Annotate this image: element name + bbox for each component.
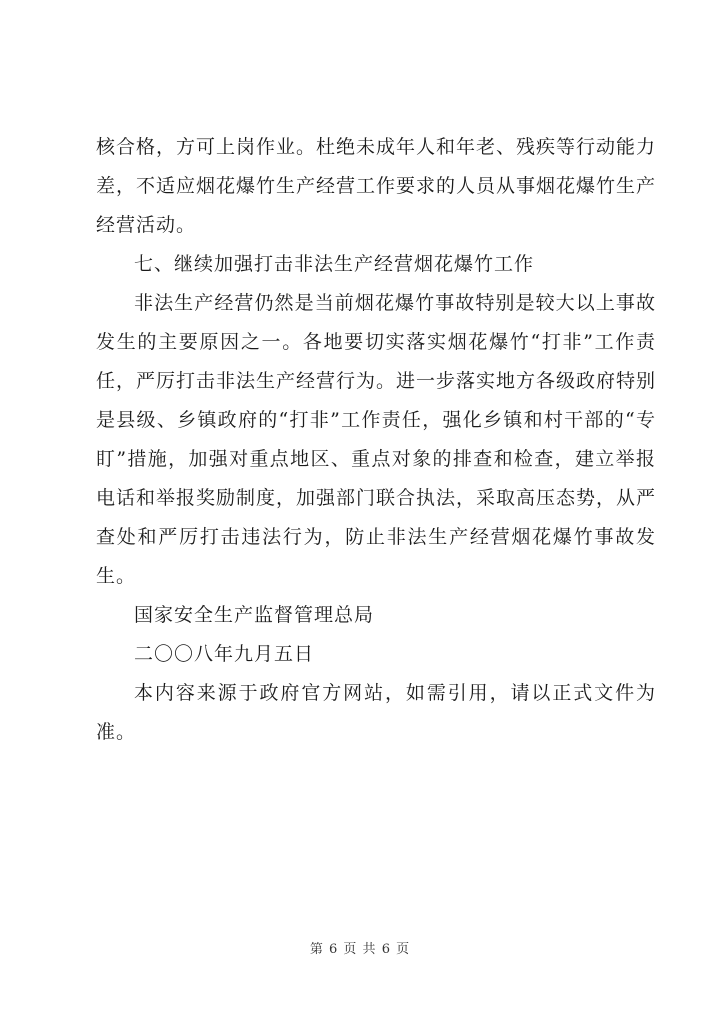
issuing-authority: 国家安全生产监督管理总局 bbox=[134, 604, 375, 626]
paragraph-illegal-production: 非法生产经营仍然是当前烟花爆竹事故特别是较大以上事故发生的主要原因之一。各地要切实落实烟花爆竹“打非”工作责任，严厉打击非法生产经营行为。进一步落实地方各级政府特别是县级、乡镇政府的“打非”工作责任，强化乡镇和村干部的“专盯”措施，加强对重点地区、重点对象的排查和检查，建立举报电话和举报奖励制度，加强部门联合执法，采取高压态势，从严查处和严厉打击违法行为，防止非法生产经营烟花爆竹事故发生。 bbox=[96, 292, 657, 587]
paragraph-continuation: 核合格，方可上岗作业。杜绝未成年人和年老、残疾等行动能力差，不适应烟花爆竹生产经营工作要求的人员从事烟花爆竹生产经营活动。 bbox=[96, 136, 657, 236]
page-number-footer: 第 6 页 共 6 页 bbox=[309, 942, 411, 957]
source-note: 本内容来源于政府官方网站，如需引用，请以正式文件为准。 bbox=[96, 682, 656, 743]
section-heading: 七、继续加强打击非法生产经营烟花爆竹工作 bbox=[134, 253, 535, 275]
document-body bbox=[96, 128, 656, 752]
issue-date: 二〇〇八年九月五日 bbox=[134, 643, 315, 665]
